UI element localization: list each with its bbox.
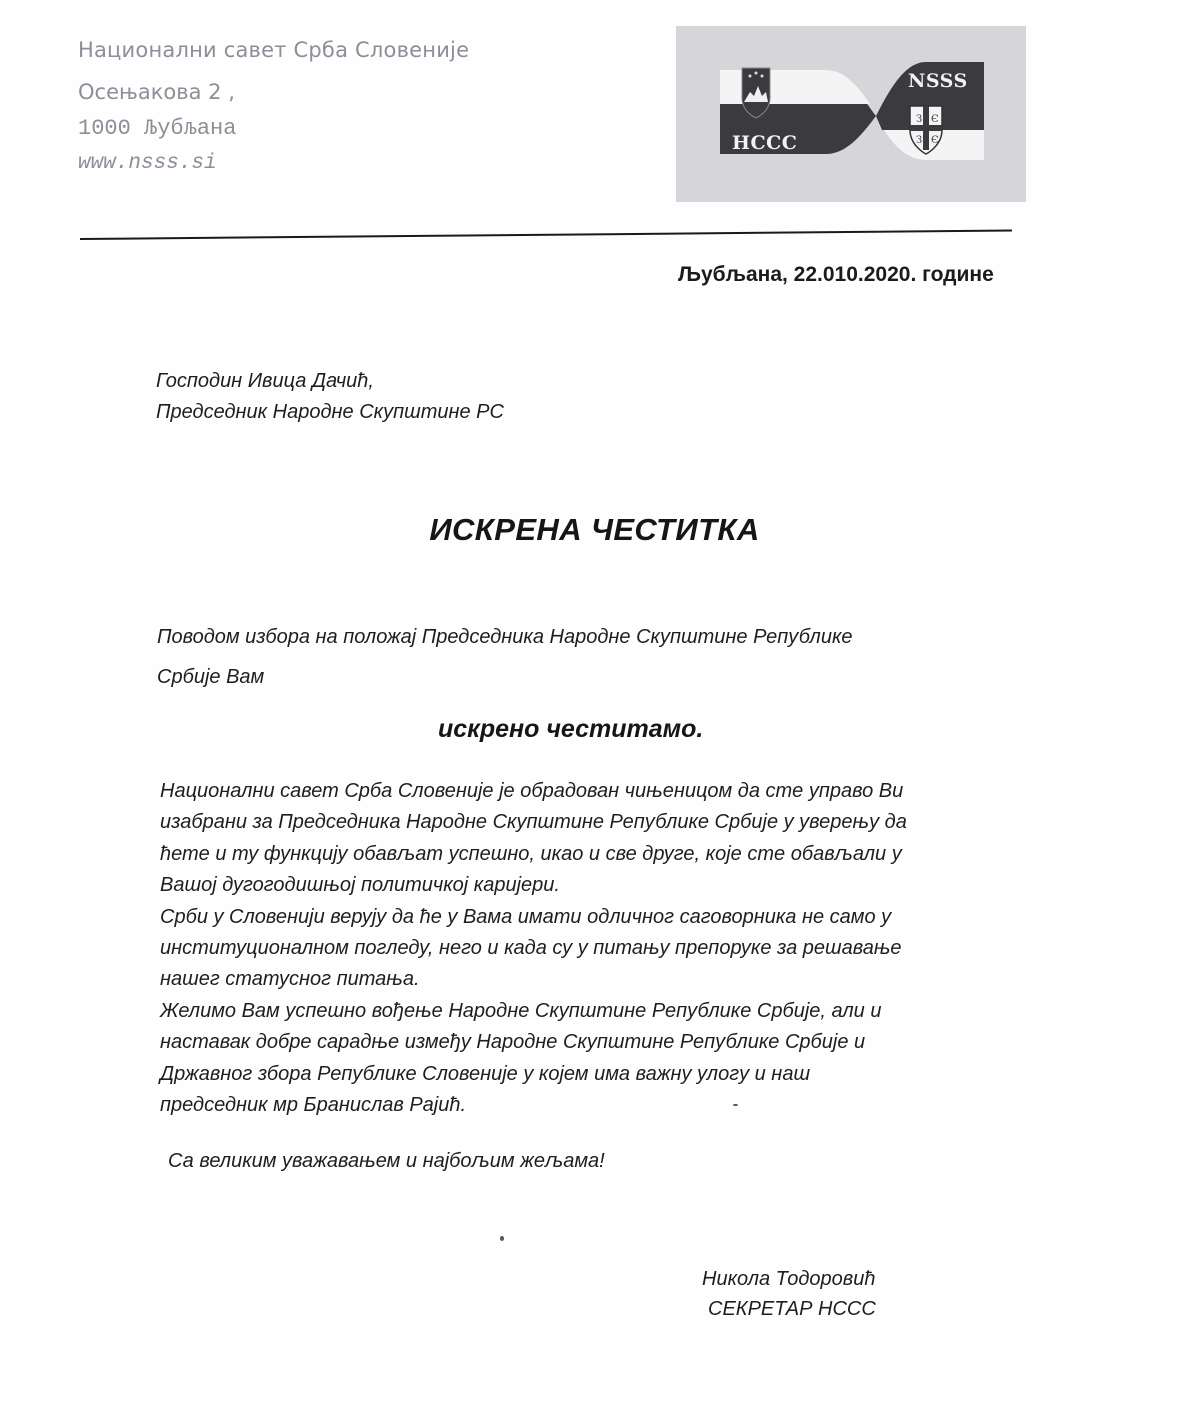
addressee-name: Господин Ивица Дачић, bbox=[156, 370, 374, 392]
organization-logo bbox=[676, 26, 1026, 202]
logo-right-label: NSSS bbox=[908, 70, 968, 92]
organization-name: Национални савет Срба Словеније bbox=[78, 38, 470, 62]
body-line: Вашој дугогодишњој политичкој каријери. bbox=[160, 874, 560, 897]
scan-speck bbox=[733, 1104, 738, 1106]
street-address: Осењакова 2 , bbox=[78, 80, 235, 104]
body-line: ћете и ту функцију обављат успешно, икао и све друге, које сте обављали у bbox=[160, 842, 902, 865]
letter-title: ИСКРЕНА ЧЕСТИТКА bbox=[429, 512, 760, 547]
intro-line: Поводом избора на положај Председника Народне Скупштине Републике bbox=[157, 626, 853, 648]
body-line: нашег статусног питања. bbox=[160, 968, 420, 991]
city-address: 1000 Љубљана bbox=[78, 116, 237, 141]
body-line: наставак добре сарадње између Народне Скупштине Републике Србије и bbox=[160, 1031, 866, 1054]
date-line: Љубљана, 22.010.2020. године bbox=[678, 263, 994, 286]
addressee-title: Председник Народне Скупштине РС bbox=[156, 401, 504, 423]
flags-ribbon-icon bbox=[676, 26, 1026, 202]
congratulations-line: искрено честитамо. bbox=[438, 715, 704, 743]
body-line: институционалном погледу, него и када су у питању препоруке за решавање bbox=[160, 937, 902, 960]
body-line: Национални савет Срба Словеније је обрадован чињеницом да сте управо Ви bbox=[160, 780, 904, 802]
svg-text:Є: Є bbox=[931, 114, 939, 125]
addressee-block bbox=[156, 366, 504, 428]
body-line: Срби у Словенији верују да ће у Вама имати одличног саговорника не само у bbox=[160, 905, 892, 928]
intro-paragraph bbox=[157, 617, 977, 697]
website-link[interactable]: www.nsss.si bbox=[78, 152, 217, 175]
signature-block bbox=[702, 1264, 876, 1324]
logo-left-label: НССС bbox=[732, 132, 798, 154]
body-paragraph bbox=[160, 776, 1040, 1121]
body-line: председник мр Бранислав Рајић. bbox=[160, 1094, 467, 1117]
body-line: изабрани за Председника Народне Скупштине Републике Србије у уверењу да bbox=[160, 811, 907, 834]
body-line: Желимо Вам успешно вођење Народне Скупштине Републике Србије, али и bbox=[160, 999, 882, 1022]
intro-line: Србије Вам bbox=[157, 666, 265, 688]
closing-line: Са великим уважавањем и најбољим жељама! bbox=[168, 1150, 605, 1172]
svg-text:З: З bbox=[916, 114, 923, 125]
scan-speck bbox=[500, 1236, 504, 1241]
svg-text:З: З bbox=[916, 135, 923, 146]
signer-title: СЕКРЕТАР НССС bbox=[708, 1298, 876, 1320]
body-line: Државног збора Републике Словеније у којем има важну улогу и наш bbox=[160, 1062, 811, 1085]
header-divider bbox=[80, 230, 1012, 240]
signer-name: Никола Тодоровић bbox=[702, 1268, 876, 1290]
svg-text:Є: Є bbox=[931, 135, 939, 146]
